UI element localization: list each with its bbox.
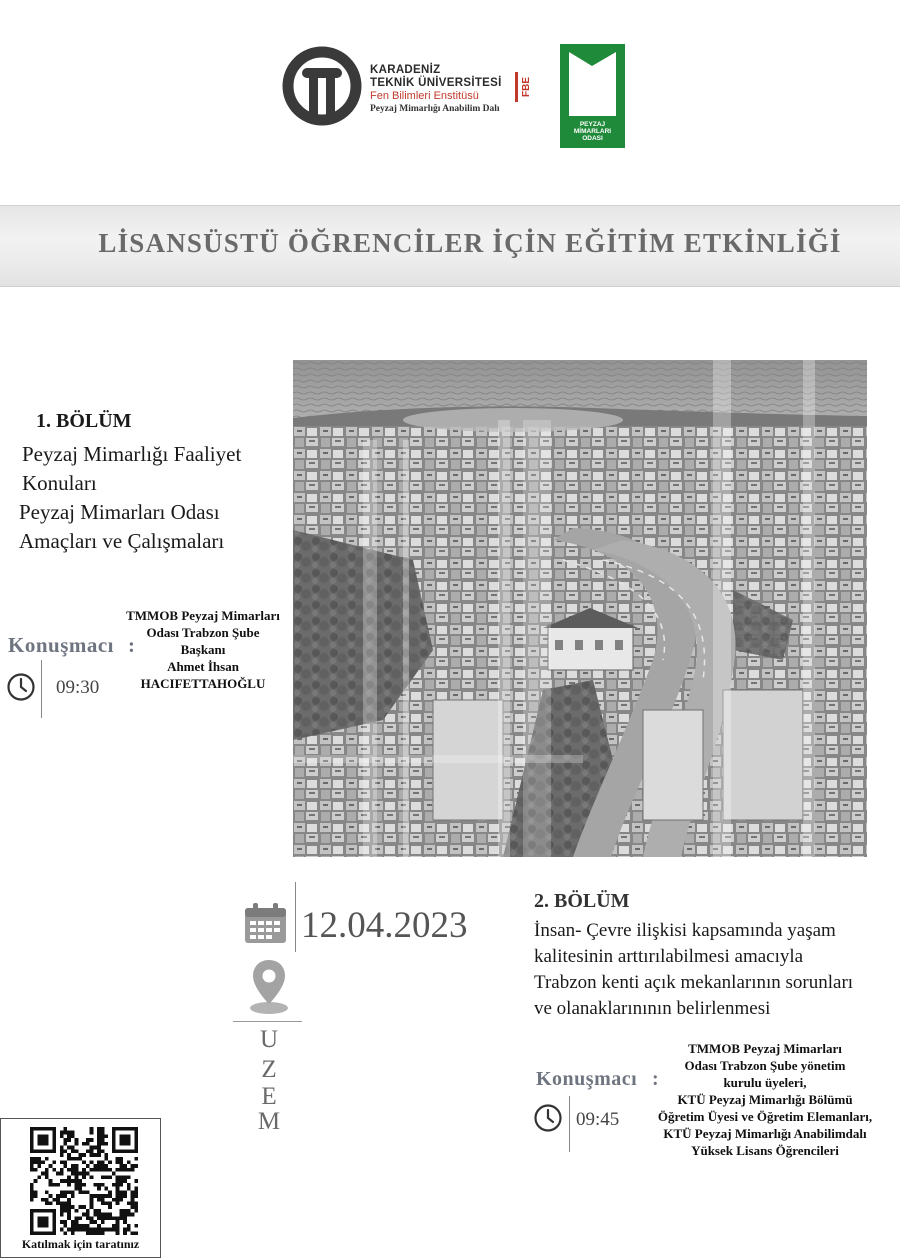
location-letter: U [259,1026,279,1053]
section1-line: Konuları [22,471,97,495]
section1-speaker [108,607,298,692]
section2-speaker-label: Konuşmacı [536,1068,638,1090]
qr-caption: Katılmak için taratınız [21,1237,140,1251]
section1-line: Peyzaj Mimarları Odası [19,500,220,524]
location-pin-icon [248,958,290,1016]
section2-line: İnsan- Çevre ilişkisi kapsamında yaşam [534,920,836,941]
section1-speaker-line: HACIFETTAHOĞLU [140,676,266,691]
section1-speaker-colon: : [128,633,136,657]
section1-speaker-line: Başkanı [180,642,226,657]
section2-line: Trabzon kenti açık mekanlarının sorunları [534,972,854,993]
section2-speaker-line: TMMOB Peyzaj Mimarları [688,1041,842,1056]
section2-speaker-line: Yüksek Lisans Öğrencileri [691,1143,839,1158]
section2-speaker-colon: : [652,1068,660,1090]
chamber-logo-line3: ODASI [582,135,603,142]
clock-icon [533,1103,563,1133]
fbe-label: FBE [521,77,532,97]
landscape-architects-chamber-logo [560,44,625,148]
section2-speaker-line: kurulu üyeleri, [723,1075,807,1090]
location-letter: M [257,1108,281,1135]
department-name: Peyzaj Mimarlığı Anabilim Dalı [370,104,500,114]
section1-line: Amaçları ve Çalışmaları [19,529,225,553]
university-line2: TEKNİK ÜNİVERSİTESİ [370,77,502,89]
section2-line: kalitesinin arttırılabilmesi amacıyla [534,946,804,967]
section2-speaker [640,1040,890,1159]
section1-heading: 1. BÖLÜM [36,410,132,432]
section2-speaker-line: Odası Trabzon Şube yönetim [684,1058,846,1073]
date-divider [295,882,296,952]
section1-time: 09:30 [56,677,100,698]
section2-heading: 2. BÖLÜM [534,890,630,912]
university-name [370,64,502,116]
section2-line: ve olanaklarınının belirlenmesi [534,998,771,1019]
location-divider [233,1021,302,1022]
event-date: 12.04.2023 [301,905,468,946]
fbe-divider [515,72,518,102]
section1-line: Peyzaj Mimarlığı Faaliyet [22,442,242,466]
trabzon-city-photo [293,360,867,857]
university-line1: KARADENİZ [370,64,441,76]
section1-speaker-line: TMMOB Peyzaj Mimarları [126,608,280,623]
section1-time-divider [41,660,42,718]
ktu-logo [282,46,362,126]
section1-speaker-label: Konuşmacı [8,633,115,657]
institute-name: Fen Bilimleri Enstitüsü [370,90,479,102]
qr-code-icon[interactable] [30,1127,138,1235]
location-letter: E [261,1083,277,1110]
chamber-logo-line2: MİMARLARI [573,128,612,135]
section1-speaker-line: Ahmet İhsan [167,659,239,674]
section2-time: 09:45 [576,1109,620,1130]
event-title: LİSANSÜSTÜ ÖĞRENCİLER İÇİN EĞİTİM ETKİNLİĞİ [98,228,842,258]
section2-speaker-line: KTÜ Peyzaj Mimarlığı Bölümü [677,1092,853,1107]
clock-icon [6,672,36,702]
section2-speaker-line: Öğretim Üyesi ve Öğretim Elemanları, [657,1109,873,1124]
section2-time-divider [569,1096,570,1152]
location-letter: Z [261,1056,277,1083]
section1-speaker-line: Odası Trabzon Şube [146,625,260,640]
section2-speaker-line: KTÜ Peyzaj Mimarlığı Anabilimdalı [663,1126,867,1141]
chamber-logo-line1: PEYZAJ [579,121,606,128]
calendar-icon [243,902,288,945]
